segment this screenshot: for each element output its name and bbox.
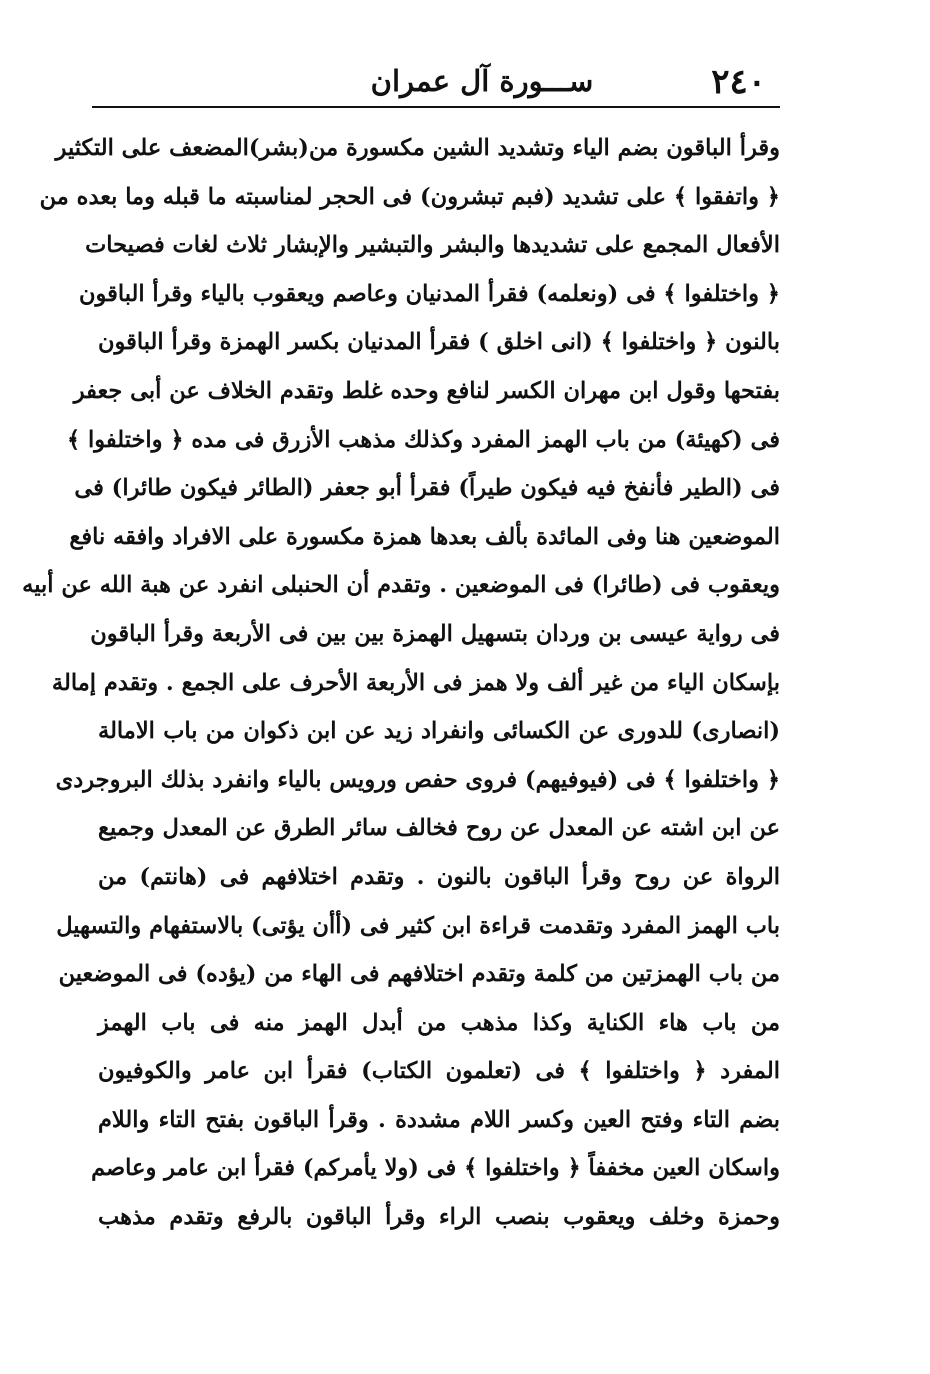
text-line: عن ابن اشته عن المعدل عن روح فخالف سائر الطرق عن المعدل وجميع [98,815,780,842]
text-line: بفتحها وقول ابن مهران الكسر لنافع وحده غلط وتقدم الخلاف عن أبى جعفر [73,377,780,404]
text-line: الأفعال المجمع على تشديدها والبشر والتبشير والإبشار ثلاث لغات فصيحات [85,232,780,259]
text-line: (انصارى) للدورى عن الكسائى وانفراد زيد عن ابن ذكوان من باب الامالة [98,718,780,745]
text-line: المفرد ﴿ واختلفوا ﴾ فى (تعلمون الكتاب) فقرأ ابن عامر والكوفيون [98,1058,780,1085]
page-header [92,58,780,108]
text-line: الموضعين هنا وفى المائدة بألف بعدها همزة مكسورة على الافراد وافقه نافع [69,523,780,550]
text-line: بضم التاء وفتح العين وكسر اللام مشددة . وقرأ الباقون بفتح التاء واللام [98,1106,780,1133]
text-line: ويعقوب فى (طائرا) فى الموضعين . وتقدم أن الحنبلى انفرد عن هبة الله عن أبيه [22,572,780,599]
body-text [22,124,780,1242]
text-line: فى (الطير فأنفخ فيه فيكون طيراً) فقرأ أبو جعفر (الطائر فيكون طائرا) فى [74,475,780,502]
text-line: ﴿ واختلفوا ﴾ فى (فيوفيهم) فروى حفص ورويس بالياء وانفرد بذلك البروجردى [55,766,780,793]
text-line: فى (كهيئة) من باب الهمز المفرد وكذلك مذهب الأزرق فى مده ﴿ واختلفوا ﴾ [66,426,780,453]
text-line: بإسكان الياء من غير ألف ولا همز فى الأربعة الأحرف على الجمع . وتقدم إمالة [51,669,780,696]
text-line: واسكان العين مخففاً ﴿ واختلفوا ﴾ فى (ولا يأمركم) فقرأ ابن عامر وعاصم [91,1155,780,1182]
page-number: ٢٤٠ [711,62,766,102]
text-line: من باب الهمزتين من كلمة وتقدم اختلافهم فى الهاء من (يؤده) فى الموضعين [58,961,780,988]
text-line: ﴿ واختلفوا ﴾ فى (ونعلمه) فقرأ المدنيان وعاصم ويعقوب بالياء وقرأ الباقون [78,280,780,307]
text-line: الرواة عن روح وقرأ الباقون بالنون . وتقدم اختلافهم فى (هانتم) من [98,863,780,890]
text-line: ﴿ واتفقوا ﴾ على تشديد (فبم تبشرون) فى الحجر لمناسبته ما قبله وما بعده من [39,183,780,210]
text-line: وحمزة وخلف ويعقوب بنصب الراء وقرأ الباقون بالرفع وتقدم مذهب [98,1204,780,1231]
text-line: من باب هاء الكناية وكذا مذهب من أبدل الهمز منه فى باب الهمز [98,1009,780,1036]
text-line: بالنون ﴿ واختلفوا ﴾ (انى اخلق ) فقرأ المدنيان بكسر الهمزة وقرأ الباقون [98,329,780,356]
text-line: وقرأ الباقون بضم الياء وتشديد الشين مكسورة من(بشر)المضعف على التكثير [55,135,780,161]
text-line: باب الهمز المفرد وتقدمت قراءة ابن كثير فى (أأن يؤتى) بالاستفهام والتسهيل [56,912,780,939]
surah-title: ســـورة آل عمران [370,64,594,98]
text-line: فى رواية عيسى بن وردان بتسهيل الهمزة بين بين فى الأربعة وقرأ الباقون [90,620,780,647]
